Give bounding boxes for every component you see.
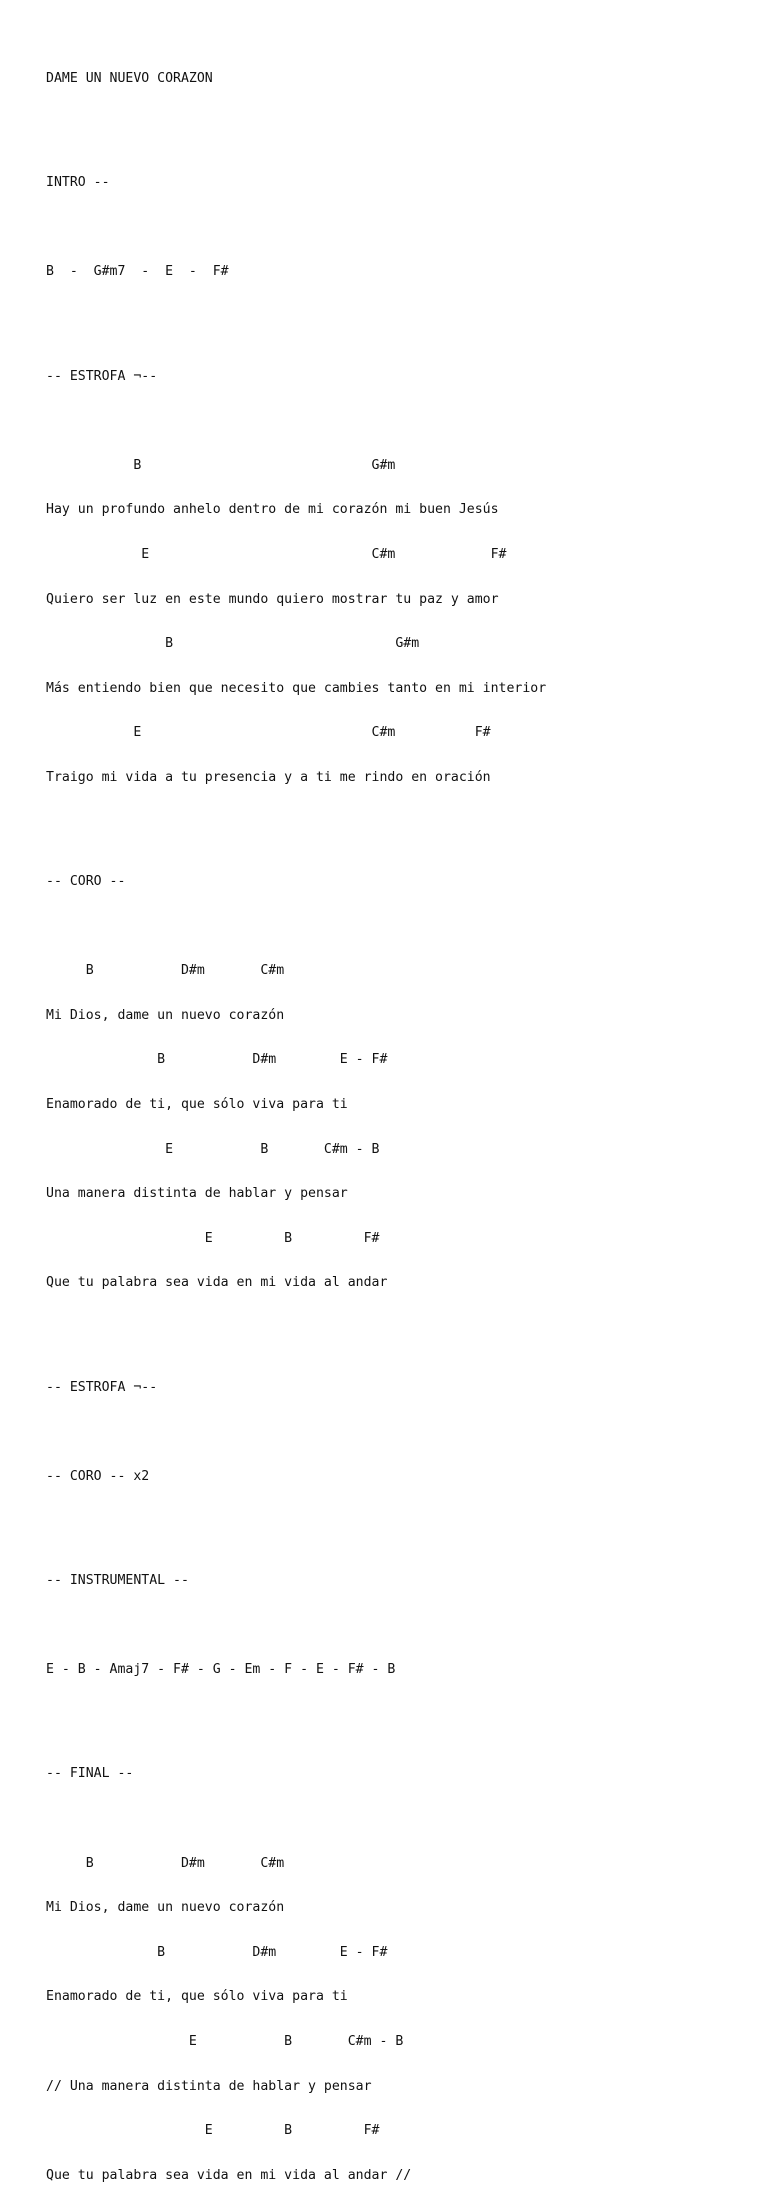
final-chords-1: B D#m C#m — [46, 1855, 285, 1871]
intro-chords: B - G#m7 - E - F# — [46, 264, 229, 280]
coro-chords-1: B D#m C#m — [46, 963, 285, 979]
final-chords-3: E B C#m - B — [46, 2033, 404, 2049]
final-chords-2: B D#m E - F# — [46, 1944, 388, 1960]
coro-chords-3: E B C#m - B — [46, 1141, 380, 1157]
estrofa-label: -- ESTROFA ¬-- — [46, 368, 158, 384]
estrofa-lyric-3: Más entiendo bien que necesito que cambies tanto en mi interior — [46, 680, 547, 696]
estrofa-lyric-1: Hay un profundo anhelo dentro de mi corazón mi buen Jesús — [46, 502, 499, 518]
estrofa-lyric-2: Quiero ser luz en este mundo quiero mostrar tu paz y amor — [46, 591, 499, 607]
final-lyric-4: Que tu palabra sea vida en mi vida al andar // — [46, 2167, 412, 2183]
final-lyric-1: Mi Dios, dame un nuevo corazón — [46, 1900, 285, 1916]
coro-chords-2: B D#m E - F# — [46, 1052, 388, 1068]
final-lyric-3: // Una manera distinta de hablar y pensar — [46, 2078, 372, 2094]
intro-label: INTRO -- — [46, 175, 110, 191]
instrumental-chords: E - B - Amaj7 - F# - G - Em - F - E - F# - B — [46, 1662, 396, 1678]
coro-chords-4: E B F# — [46, 1230, 380, 1246]
estrofa-chords-2: E C#m F# — [46, 546, 507, 562]
final-lyric-2: Enamorado de ti, que sólo viva para ti — [46, 1989, 348, 2005]
estrofa-chords-4: E C#m F# — [46, 725, 491, 741]
final-label: -- FINAL -- — [46, 1766, 134, 1782]
song-title: DAME UN NUEVO CORAZON — [46, 71, 213, 86]
coro-lyric-2: Enamorado de ti, que sólo viva para ti — [46, 1097, 348, 1113]
final-chords-4: E B F# — [46, 2123, 380, 2139]
estrofa-lyric-4: Traigo mi vida a tu presencia y a ti me rindo en oración — [46, 769, 491, 785]
instrumental-label: -- INSTRUMENTAL -- — [46, 1573, 189, 1588]
coro-label: -- CORO -- — [46, 874, 126, 890]
repeat-coro-label: -- CORO -- x2 — [46, 1468, 150, 1484]
coro-lyric-3: Una manera distinta de hablar y pensar — [46, 1186, 348, 1202]
song-sheet — [46, 42, 746, 2198]
estrofa-chords-3: B G#m — [46, 636, 420, 652]
coro-lyric-1: Mi Dios, dame un nuevo corazón — [46, 1007, 285, 1023]
estrofa-chords-1: B G#m — [46, 457, 396, 473]
repeat-estrofa-label: -- ESTROFA ¬-- — [46, 1379, 158, 1395]
coro-lyric-4: Que tu palabra sea vida en mi vida al andar — [46, 1275, 388, 1291]
